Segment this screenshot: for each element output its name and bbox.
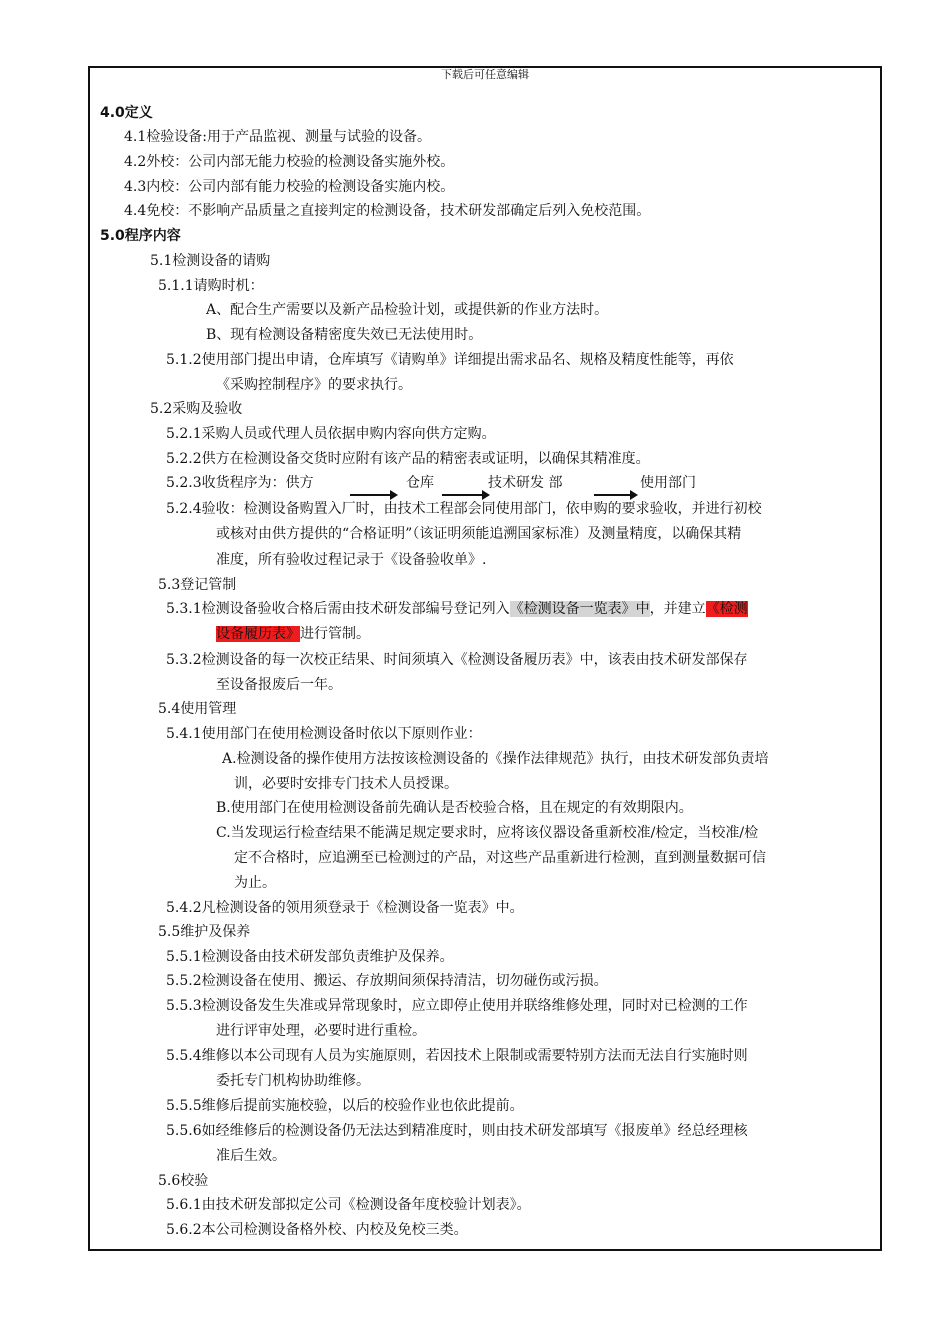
flow-step-warehouse: 仓库 (406, 475, 434, 491)
item-5-4-1-a-line2: 训，必要时安排专门技术人员授课。 (234, 776, 458, 792)
item-5-4-1-a-line1: A.检测设备的操作使用方法按该检测设备的《操作法律规范》执行，由技术研发部负责培 (222, 751, 769, 767)
item-5-4-1-b: B.使用部门在使用检测设备前先确认是否校验合格，且在规定的有效期限内。 (216, 800, 693, 816)
item-5-5-1: 5.5.1检测设备由技术研发部负责维护及保养。 (166, 949, 454, 965)
header-note: 下载后可任意编辑 (441, 68, 529, 81)
highlight-equipment-history-2: 设备履历表》 (216, 626, 300, 642)
item-5-2-2: 5.2.2供方在检测设备交货时应附有该产品的精密表或证明，以确保其精准度。 (166, 451, 650, 467)
item-5-1-2-line1: 5.1.2使用部门提出申请，仓库填写《请购单》详细提出需求品名、规格及精度性能等，再依 (166, 352, 734, 368)
item-5-5-6-line2: 准后生效。 (216, 1148, 286, 1164)
item-5-5-4-line1: 5.5.4维修以本公司现有人员为实施原则，若因技术上限制或需要特别方法而无法自行实施时则 (166, 1048, 748, 1064)
sub-5-6: 5.6校验 (158, 1173, 209, 1189)
item-5-2-3: 5.2.3收货程序为：供方 (166, 475, 314, 491)
item-5-5-5: 5.5.5维修后提前实施校验，以后的校验作业也依此提前。 (166, 1098, 524, 1114)
item-5-3-1-mid: ，并建立 (649, 601, 706, 617)
item-5-5-2: 5.5.2检测设备在使用、搬运、存放期间须保持清洁，切勿碰伤或污损。 (166, 973, 608, 989)
sub-5-5: 5.5维护及保养 (158, 924, 251, 940)
item-5-3-1-suffix: 进行管制。 (300, 626, 370, 642)
item-5-6-1: 5.6.1由技术研发部拟定公司《检测设备年度校验计划表》。 (166, 1197, 531, 1213)
item-5-4-1: 5.4.1使用部门在使用检测设备时依以下原则作业： (166, 726, 482, 742)
item-5-1-1: 5.1.1请购时机： (158, 278, 264, 294)
item-5-2-1: 5.2.1采购人员或代理人员依据申购内容向供方定购。 (166, 426, 496, 442)
section-4-heading: 4.0定义 (100, 105, 153, 121)
flow-step-user-dept: 使用部门 (640, 475, 696, 491)
item-5-3-1-text: 5.3.1检测设备验收合格后需由技术研发部编号登记列入 (166, 601, 510, 617)
def-4-1: 4.1检验设备:用于产品监视、测量与试验的设备。 (124, 129, 431, 145)
item-5-5-3-line2: 进行评审处理，必要时进行重检。 (216, 1023, 426, 1039)
flow-step-rd: 技术研发 部 (488, 475, 563, 491)
item-5-5-6-line1: 5.5.6如经维修后的检测设备仍无法达到精准度时，则由技术研发部填写《报废单》经总经理核 (166, 1123, 748, 1139)
item-5-5-4-line2: 委托专门机构协助维修。 (216, 1073, 370, 1089)
item-5-3-1-line2 (216, 625, 370, 643)
flow-arrow-2 (442, 494, 484, 496)
item-5-6-2: 5.6.2本公司检测设备格外校、内校及免校三类。 (166, 1222, 468, 1238)
sub-5-4: 5.4使用管理 (158, 701, 237, 717)
item-5-2-4-line1: 5.2.4验收：检测设备购置入厂时，由技术工程部会同使用部门，依申购的要求验收，并进行初校 (166, 501, 762, 517)
flow-arrow-1 (350, 494, 392, 496)
sub-5-1: 5.1检测设备的请购 (150, 253, 271, 269)
sub-5-3: 5.3登记管制 (158, 577, 237, 593)
item-5-1-1-b: B、现有检测设备精密度失效已无法使用时。 (206, 327, 483, 343)
highlight-equipment-history-1: 《检测 (705, 601, 748, 617)
item-5-4-1-c-line1: C.当发现运行检查结果不能满足规定要求时，应将该仪器设备重新校准/检定，当校准/检 (216, 825, 759, 841)
item-5-5-3-line1: 5.5.3检测设备发生失准或异常现象时，应立即停止使用并联络维修处理，同时对已检测的工作 (166, 998, 748, 1014)
item-5-2-4-line3: 准度，所有验收过程记录于《设备验收单》. (216, 552, 487, 568)
item-5-4-1-c-line3: 为止。 (234, 875, 276, 891)
item-5-3-1-line1 (166, 600, 748, 618)
flow-arrow-3 (594, 494, 632, 496)
item-5-1-2-line2: 《采购控制程序》的要求执行。 (216, 377, 412, 393)
def-4-3: 4.3内校：公司内部有能力校验的检测设备实施内校。 (124, 179, 455, 195)
highlight-equipment-list: 《检测设备一览表》中 (509, 601, 650, 617)
def-4-4: 4.4免校：不影响产品质量之直接判定的检测设备，技术研发部确定后列入免校范围。 (124, 203, 651, 219)
item-5-3-2-line1: 5.3.2检测设备的每一次校正结果、时间须填入《检测设备履历表》中，该表由技术研发部保存 (166, 652, 748, 668)
item-5-4-1-c-line2: 定不合格时，应追溯至已检测过的产品，对这些产品重新进行检测，直到测量数据可信 (234, 850, 766, 866)
item-5-3-2-line2: 至设备报废后一年。 (216, 677, 342, 693)
item-5-4-2: 5.4.2凡检测设备的领用须登录于《检测设备一览表》中。 (166, 900, 524, 916)
def-4-2: 4.2外校：公司内部无能力校验的检测设备实施外校。 (124, 154, 455, 170)
section-5-heading: 5.0程序内容 (100, 228, 181, 244)
item-5-2-4-line2: 或核对由供方提供的“合格证明”（该证明须能追溯国家标准）及测量精度，以确保其精 (216, 526, 742, 542)
sub-5-2: 5.2采购及验收 (150, 401, 243, 417)
item-5-1-1-a: A、配合生产需要以及新产品检验计划，或提供新的作业方法时。 (206, 302, 609, 318)
